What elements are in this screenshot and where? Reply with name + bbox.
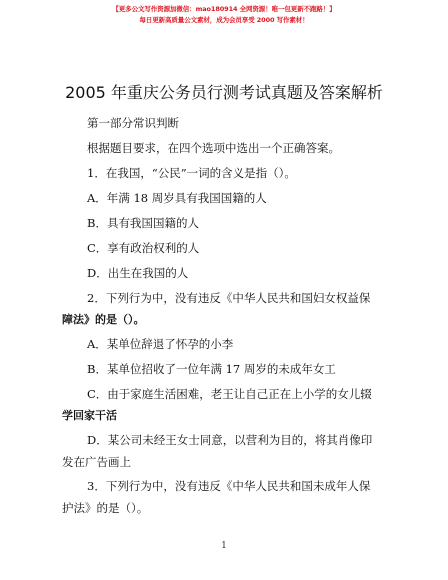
question-1-stem: 1．在我国，“公民”一词的含义是指（）。 bbox=[87, 166, 296, 180]
document-title: 2005 年重庆公务员行测考试真题及答案解析 bbox=[65, 83, 383, 102]
promo-banner-line-1: 【更多公文写作资源加微信：mao180914 全网资源！唯一包更新不跑路！】 bbox=[112, 5, 336, 13]
question-1-option-c: C．享有政治权利的人 bbox=[87, 241, 200, 255]
section-heading: 第一部分常识判断 bbox=[87, 116, 179, 130]
question-3-stem-line-1: 3．下列行为中，没有违反《中华人民共和国未成年人保 bbox=[87, 479, 371, 493]
question-2-option-b: B．某单位招收了一位年满 17 周岁的未成年女工 bbox=[87, 362, 336, 376]
instruction-text: 根据题目要求，在四个选项中选出一个正确答案。 bbox=[87, 141, 340, 155]
question-2-option-a: A．某单位辞退了怀孕的小李 bbox=[87, 337, 234, 351]
question-1-option-a: A．年满 18 周岁具有我国国籍的人 bbox=[87, 191, 267, 205]
question-1-option-d: D．出生在我国的人 bbox=[87, 266, 189, 280]
promo-banner-line-2: 每日更新高质量公文素材，成为会员享受 2000 写作素材！ bbox=[139, 16, 309, 24]
question-3-stem-line-2: 护法》的是（）。 bbox=[62, 501, 149, 515]
question-1-option-b: B．具有我国国籍的人 bbox=[87, 216, 199, 230]
question-2-stem-line-2: 障法》的是（）。 bbox=[62, 313, 145, 326]
question-2-option-d-line-1: D．某公司未经王女士同意，以营利为目的，将其肖像印 bbox=[87, 433, 373, 447]
question-2-option-c-line-2: 学回家干活 bbox=[62, 409, 117, 422]
question-2-stem-line-1: 2．下列行为中，没有违反《中华人民共和国妇女权益保 bbox=[87, 291, 371, 305]
question-2-option-c-line-1: C．由于家庭生活困难，老王让自己正在上小学的女儿辍 bbox=[87, 387, 372, 401]
page-number: 1 bbox=[221, 541, 227, 551]
question-2-option-d-line-2: 发在广告画上 bbox=[62, 455, 131, 469]
